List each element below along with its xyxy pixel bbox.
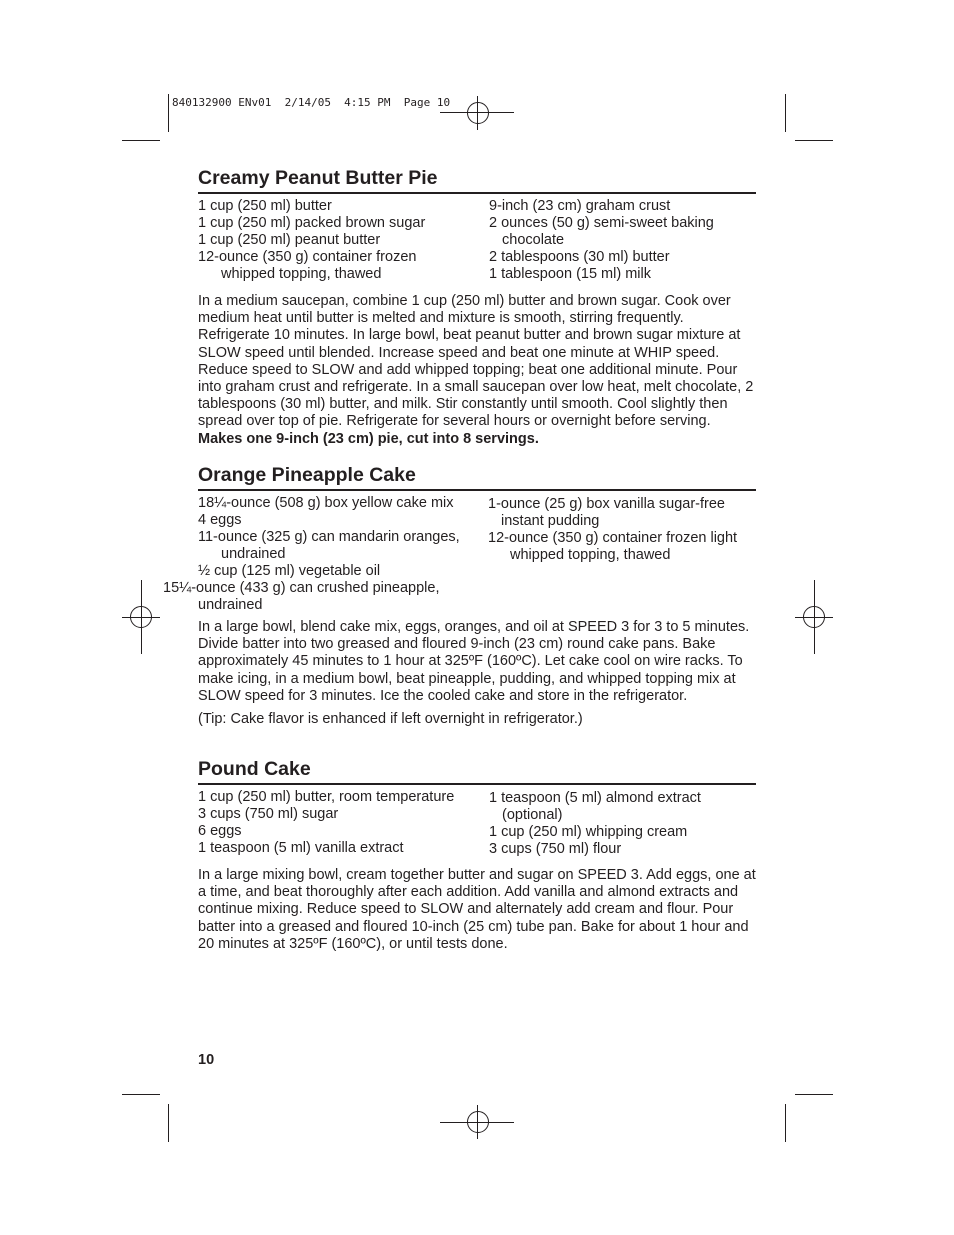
recipe-title: Orange Pineapple Cake (198, 464, 756, 491)
ingredients-right (489, 198, 756, 283)
ingredient: 6 eggs (198, 823, 242, 839)
ingredients-left (163, 495, 488, 614)
ingredient: ½ cup (125 ml) vegetable oil (198, 563, 381, 579)
crop-mark (122, 140, 160, 141)
ingredient: 1 cup (250 ml) butter (198, 198, 332, 214)
ingredient: 1 cup (250 ml) packed brown sugar (198, 215, 426, 231)
page-number: 10 (198, 1052, 215, 1068)
directions: In a large mixing bowl, cream together butter and sugar on SPEED 3. Add eggs, one at a time, and beat thoroughly after each addition. Add vanilla and almond extracts and continue mixing. Reduce speed to SLOW and alternately add cream and flour. Pour batter into a greased and floured 10-inch (25 cm) tube pan. Bake for about 1 hour and 20 minutes at 325ºF (160ºC), or until tests done. (198, 867, 756, 952)
printer-slug: 840132900 ENv01 2/14/05 4:15 PM Page 10 (172, 96, 451, 109)
ingredient: 2 tablespoons (30 ml) butter (489, 249, 670, 265)
ingredient: 4 eggs (198, 512, 242, 528)
yield: Makes one 9-inch (23 cm) pie, cut into 8 servings. (198, 430, 539, 447)
ingredient: 3 cups (750 ml) sugar (198, 806, 339, 822)
ingredient: 9-inch (23 cm) graham crust (489, 198, 671, 214)
ingredient: 2 ounces (50 g) semi-sweet baking chocolate (489, 215, 714, 248)
crop-mark (168, 94, 169, 132)
directions (198, 293, 756, 448)
ingredients (198, 198, 756, 283)
crop-mark (785, 1104, 786, 1142)
recipe-orange-pineapple-cake (163, 464, 756, 728)
ingredients-right (489, 790, 756, 858)
crop-mark (785, 94, 786, 132)
ingredient: 1 teaspoon (5 ml) almond extract (optional) (489, 790, 701, 823)
ingredient: 1 cup (250 ml) peanut butter (198, 232, 381, 248)
ingredient: 3 cups (750 ml) flour (489, 841, 622, 857)
ingredient-text: 15¼-ounce (433 g) can crushed pineapple, undrained (163, 580, 440, 613)
crop-mark (122, 1094, 160, 1095)
tip: (Tip: Cake flavor is enhanced if left overnight in refrigerator.) (198, 711, 583, 728)
recipe-title: Creamy Peanut Butter Pie (198, 167, 756, 194)
ingredient: 1 tablespoon (15 ml) milk (489, 266, 651, 282)
ingredient: 1-ounce (25 g) box vanilla sugar-free instant pudding (488, 496, 725, 529)
ingredients-left (198, 789, 489, 858)
ingredients (198, 789, 756, 858)
directions-text: In a medium saucepan, combine 1 cup (250 ml) butter and brown sugar. Cook over medium heat until butter is melted and mixture is smooth, stirring frequently. Refrigerate 10 minutes. In large bowl, beat peanut butter and brown sugar mixture at SLOW speed until blended. Increase speed and beat one minute at WHIP speed. Reduce speed to SLOW and add whipped topping; beat one additional minute. Pour into graham crust and refrigerate. In a small saucepan over low heat, melt chocolate, 2 tablespoons (30 ml) butter, and milk. Stir constantly until smooth. Cool slightly then spread over top of pie. Refrigerate for several hours or overnight before serving. (198, 293, 754, 430)
ingredient: 1 teaspoon (5 ml) vanilla extract (198, 840, 404, 856)
ingredient: 12-ounce (350 g) container frozen light whipped topping, thawed (488, 530, 738, 563)
ingredient: 1 cup (250 ml) whipping cream (489, 824, 688, 840)
ingredients (163, 495, 756, 614)
ingredient: 12-ounce (350 g) container frozen whipped topping, thawed (198, 249, 417, 282)
directions: In a large bowl, blend cake mix, eggs, oranges, and oil at SPEED 3 for 3 to 5 minutes. Divide batter into two greased and floured 9-inch (23 cm) round cake pans. Bake approximately 45 minutes to 1 hour at 325ºF (160ºC). Let cake cool on wire racks. To make icing, in a medium bowl, beat pineapple, pudding, and whipped topping mix at SLOW speed for 3 minutes. Ice the cooled cake and store in the refrigerator. (198, 619, 750, 704)
ingredient: 1 cup (250 ml) butter, room temperature (198, 789, 455, 805)
crop-mark (795, 1094, 833, 1095)
recipe-title: Pound Cake (198, 758, 756, 785)
crop-mark (795, 140, 833, 141)
ingredients-left (198, 198, 489, 283)
crop-mark (168, 1104, 169, 1142)
recipe-peanut-butter-pie (198, 167, 756, 448)
ingredient: 18¼-ounce (508 g) box yellow cake mix (198, 495, 454, 511)
ingredient: 11-ounce (325 g) can mandarin oranges, undrained (198, 529, 460, 562)
recipe-pound-cake (198, 758, 756, 953)
ingredients-right (488, 496, 756, 614)
ingredient (163, 580, 523, 614)
